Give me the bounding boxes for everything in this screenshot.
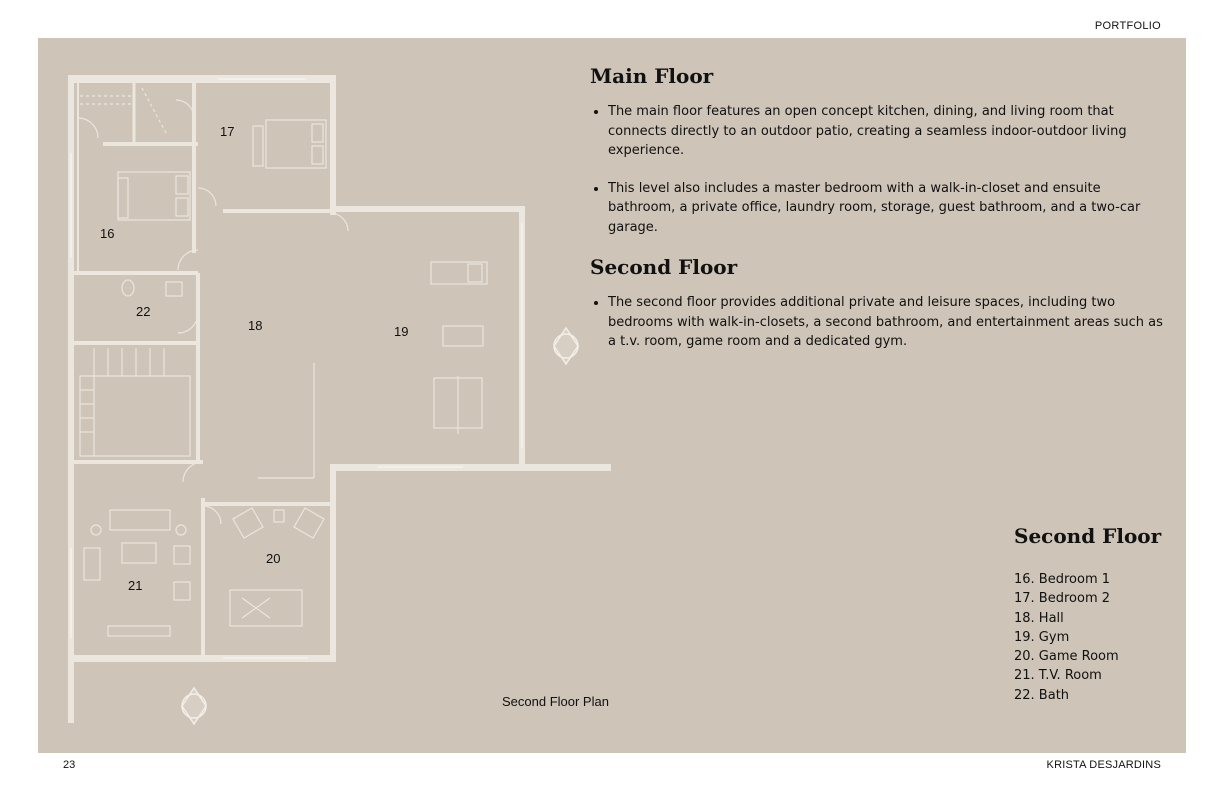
closet bbox=[142, 88, 166, 133]
plan-door bbox=[183, 462, 203, 482]
plan-wall bbox=[330, 464, 611, 471]
content-panel bbox=[38, 38, 1186, 753]
section-title-main-floor: Main Floor bbox=[590, 64, 714, 88]
room-number-19: 19 bbox=[394, 324, 409, 339]
bed bbox=[312, 146, 323, 164]
header-label: PORTFOLIO bbox=[1094, 20, 1161, 32]
legend-list bbox=[1014, 570, 1161, 705]
plan-door bbox=[178, 313, 198, 333]
armchair bbox=[174, 546, 190, 564]
bed bbox=[176, 176, 188, 194]
plan-door bbox=[78, 118, 98, 138]
plan-door bbox=[203, 506, 221, 524]
legend-item: 18. Hall bbox=[1014, 610, 1064, 626]
bed bbox=[253, 126, 263, 166]
legend-item: 22. Bath bbox=[1014, 687, 1070, 703]
description-column bbox=[590, 64, 1165, 370]
plan-door bbox=[330, 213, 348, 231]
plan-door bbox=[198, 188, 216, 206]
sink bbox=[166, 282, 182, 296]
room-number-16: 16 bbox=[100, 226, 115, 241]
plan-wall bbox=[330, 75, 336, 215]
legend-item: 16. Bedroom 1 bbox=[1014, 572, 1111, 587]
toilet bbox=[122, 280, 134, 296]
bullet-item: • The second floor provides additional private and leisure spaces, including two bedrooms with walk-in-closets, a second bathroom, and entertainment areas such as a t.v. room, game room and a dedicated gym. bbox=[608, 293, 1165, 352]
bullet-item: • This level also includes a master bedroom with a walk-in-closet and ensuite bathroom, a private office, laundry room, storage, guest bathroom, and a two-car garage. bbox=[608, 179, 1165, 238]
north-arrow-icon bbox=[554, 328, 578, 364]
plan-door bbox=[176, 100, 194, 118]
armchair bbox=[294, 508, 324, 538]
coffee-table bbox=[122, 543, 156, 563]
side-table bbox=[274, 510, 284, 522]
room-number-17: 17 bbox=[220, 124, 235, 139]
room-number-21: 21 bbox=[128, 578, 143, 593]
sofa bbox=[110, 510, 170, 530]
pool-table bbox=[230, 590, 302, 626]
legend-title: Second Floor bbox=[1014, 524, 1162, 548]
stairs bbox=[80, 348, 190, 456]
armchair bbox=[174, 582, 190, 600]
bed bbox=[266, 120, 326, 168]
room-legend bbox=[1014, 524, 1161, 705]
treadmill bbox=[468, 264, 482, 282]
plant bbox=[91, 525, 101, 535]
sofa bbox=[84, 548, 100, 580]
bed bbox=[118, 178, 128, 218]
bed bbox=[118, 172, 190, 220]
bed bbox=[312, 124, 323, 142]
main-floor-bullets bbox=[590, 102, 1165, 237]
armchair bbox=[233, 508, 263, 538]
second-floor-bullets bbox=[590, 293, 1165, 352]
plan-wall bbox=[330, 206, 525, 212]
page-number: 23 bbox=[63, 759, 76, 771]
plant bbox=[176, 525, 186, 535]
plan-caption: Second Floor Plan bbox=[502, 694, 609, 709]
legend-item: 17. Bedroom 2 bbox=[1014, 591, 1111, 607]
room-number-20: 20 bbox=[266, 551, 281, 566]
bed bbox=[176, 198, 188, 216]
tv-console bbox=[108, 626, 170, 636]
room-number-18: 18 bbox=[248, 318, 263, 333]
north-arrow-icon bbox=[182, 688, 206, 724]
closet bbox=[80, 96, 132, 104]
plan-wall bbox=[330, 464, 336, 662]
legend-item: 21. T.V. Room bbox=[1014, 668, 1102, 684]
author-name: KRISTA DESJARDINS bbox=[1046, 759, 1161, 771]
bullet-item: • The main floor features an open concept kitchen, dining, and living room that connects directly to an outdoor patio, creating a seamless indoor-outdoor living experience. bbox=[608, 102, 1165, 161]
floor-plan-drawing bbox=[38, 38, 638, 753]
treadmill bbox=[431, 262, 487, 284]
bench bbox=[443, 326, 483, 346]
section-title-second-floor: Second Floor bbox=[590, 255, 738, 279]
legend-item: 19. Gym bbox=[1014, 629, 1070, 645]
legend-item: 20. Game Room bbox=[1014, 649, 1119, 665]
room-number-22: 22 bbox=[136, 304, 151, 319]
